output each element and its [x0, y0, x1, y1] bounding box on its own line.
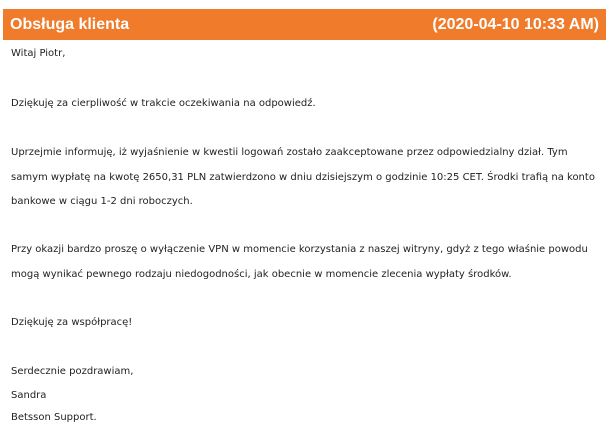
paragraph-3-line-1: Przy okazji bardzo proszę o wyłączenie VPN w momencie korzystania z naszej witryny, gdyż z tego właśnie powodu — [11, 244, 588, 255]
paragraph-2-line-1: Uprzejmie informuję, iż wyjaśnienie w kwestii logowań zostało zaakceptowane przez odpowiedzialny dział. Tym — [11, 147, 568, 158]
message-panel — [3, 9, 606, 439]
closing-text: Serdecznie pozdrawiam, — [11, 366, 134, 377]
paragraph-2-line-3: bankowe w ciągu 1-2 dni roboczych. — [11, 196, 193, 207]
greeting-text: Witaj Piotr, — [11, 48, 66, 59]
signature-name: Sandra — [11, 390, 47, 401]
header-title: Obsługa klienta — [10, 15, 130, 33]
paragraph-1: Dziękuję za cierpliwość w trakcie oczekiwania na odpowiedź. — [11, 98, 316, 109]
paragraph-3-line-2: mogą wynikać pewnego rodzaju niedogodności, jak obecnie w momencie zlecenia wypłaty środków. — [11, 269, 512, 280]
paragraph-2-line-2: samym wypłatę na kwotę 2650,31 PLN zatwierdzono w dniu dzisiejszym o godzinie 10:25 CET. Środki trafią na konto — [11, 172, 595, 183]
signature-company: Betsson Support. — [11, 412, 97, 423]
header-timestamp: (2020-04-10 10:33 AM) — [432, 15, 599, 33]
paragraph-4: Dziękuję za współpracę! — [11, 317, 133, 328]
message-header — [3, 9, 606, 40]
